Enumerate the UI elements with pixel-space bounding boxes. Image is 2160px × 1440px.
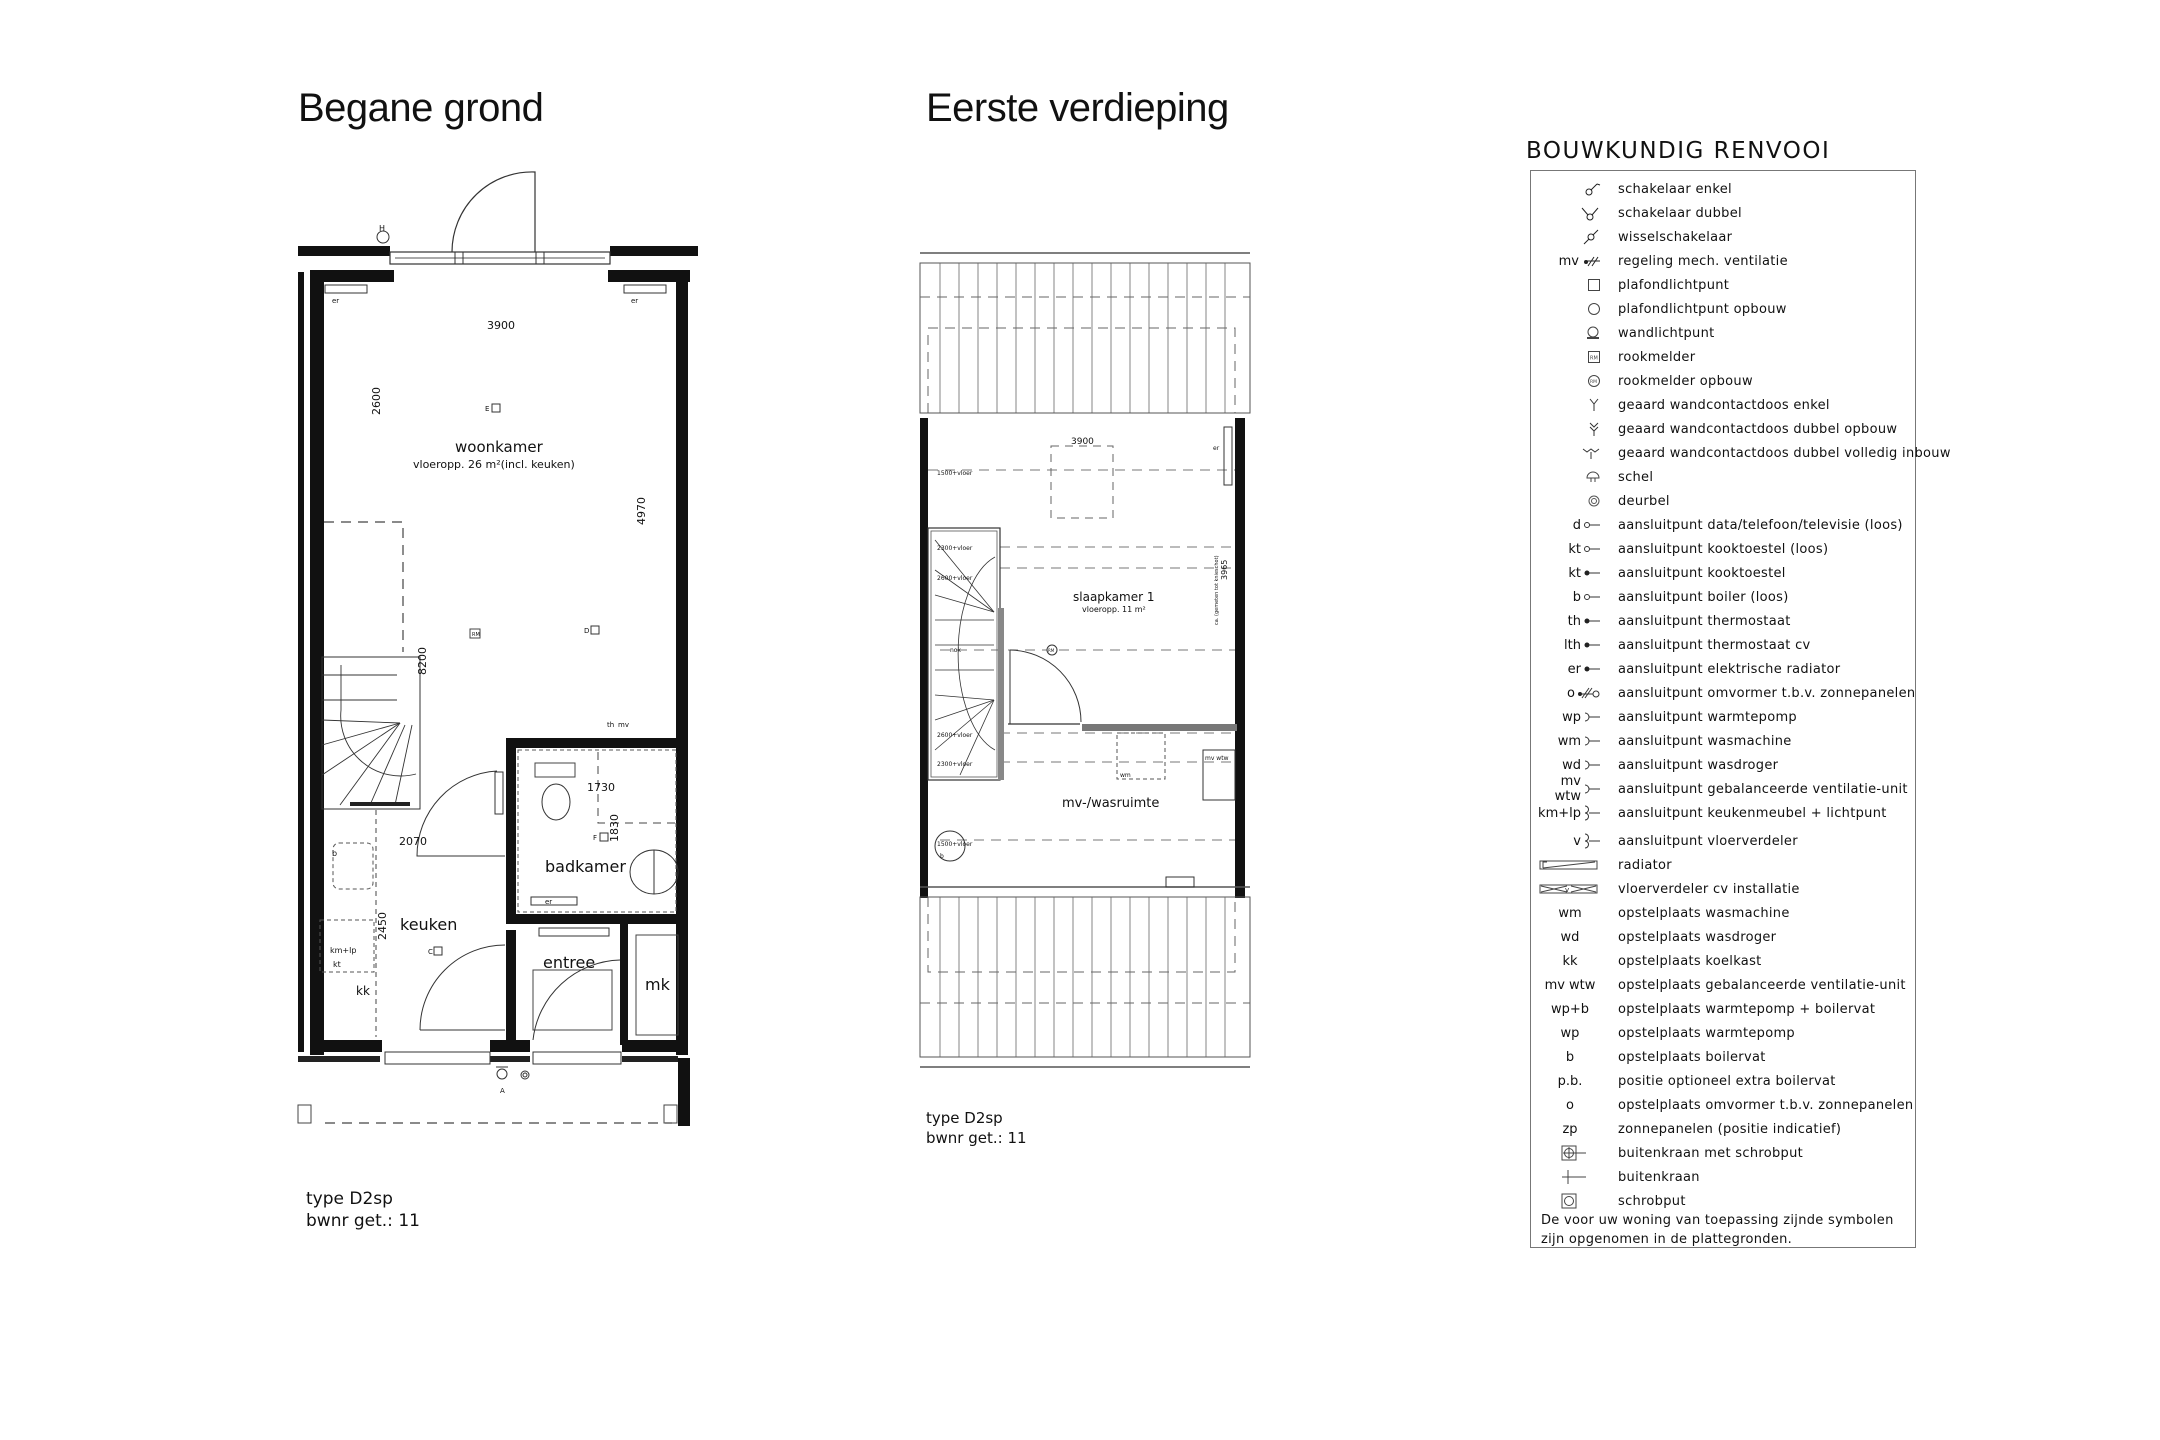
switch-double-glyph-icon: [1579, 205, 1601, 221]
legend-item: [1531, 633, 1915, 657]
legend-item: [1531, 925, 1915, 949]
svg-text:A: A: [500, 1087, 505, 1095]
legend-item: [1531, 801, 1915, 825]
legend-item: [1531, 345, 1915, 369]
first-floor-title: Eerste verdieping: [926, 86, 1229, 130]
appliance-connection-glyph-icon: [1583, 759, 1601, 771]
legend-label: opstelplaats boilervat: [1618, 1049, 1766, 1065]
legend-prefix: wd: [1562, 757, 1581, 773]
legend-code: [1531, 925, 1601, 949]
svg-text:1730: 1730: [587, 781, 615, 794]
legend-prefix: wp: [1560, 1025, 1580, 1041]
ceiling-light-surface-glyph-icon: [1587, 302, 1601, 316]
legend-prefix: mv wtw: [1544, 977, 1596, 993]
legend-item: [1531, 705, 1915, 729]
legend-label: aansluitpunt kooktoestel (loos): [1618, 541, 1829, 557]
svg-text:1830: 1830: [608, 814, 621, 842]
ground-floor-caption: [306, 1188, 420, 1232]
bell-glyph-icon: [1585, 470, 1601, 484]
legend-label: rookmelder opbouw: [1618, 373, 1753, 389]
legend-code: [1531, 949, 1601, 973]
door-swing-front: [452, 172, 535, 252]
svg-text:kk: kk: [356, 984, 370, 998]
legend-item: [1531, 774, 1915, 804]
doorbell-glyph-icon: [1587, 494, 1601, 508]
legend-item: [1531, 561, 1915, 585]
connection-open-glyph-icon: [1583, 520, 1601, 530]
legend-label: aansluitpunt elektrische radiator: [1618, 661, 1841, 677]
socket-double-flush-glyph-icon: [1581, 445, 1601, 461]
legend-item: [1531, 1189, 1915, 1213]
legend-code: [1531, 997, 1601, 1021]
legend-prefix: wp: [1562, 709, 1581, 725]
svg-text:kt: kt: [333, 960, 341, 969]
legend-item: [1531, 441, 1951, 465]
svg-text:nok: nok: [950, 647, 961, 654]
svg-text:th: th: [607, 721, 615, 729]
legend-label: aansluitpunt boiler (loos): [1618, 589, 1789, 605]
svg-text:km+lp: km+lp: [330, 946, 357, 955]
svg-text:1500+vloer: 1500+vloer: [937, 841, 973, 848]
legend-item: [1531, 1069, 1915, 1093]
floor-distributor-icon: [1531, 877, 1611, 901]
legend-item: [1531, 1093, 1915, 1117]
legend-item: [1531, 177, 1915, 201]
legend-item: [1531, 609, 1915, 633]
ground-floor-title: Begane grond: [298, 86, 544, 130]
radiator-glyph-icon: [1539, 859, 1599, 871]
legend-item: [1531, 829, 1915, 853]
socket-single-icon: [1531, 393, 1611, 417]
switch-two-way-glyph-icon: [1581, 228, 1601, 246]
room-entree: entree: [543, 953, 596, 972]
legend-title: BOUWKUNDIG RENVOOI: [1526, 138, 1831, 164]
legend-label: opstelplaats warmtepomp + boilervat: [1618, 1001, 1876, 1017]
legend-label: deurbel: [1618, 493, 1670, 509]
svg-text:3900: 3900: [1071, 437, 1094, 447]
smoke-detector-surface-glyph-icon: [1587, 374, 1601, 388]
drain-glyph-icon: [1561, 1193, 1587, 1209]
svg-text:2070: 2070: [399, 835, 427, 848]
legend-box: [1530, 170, 1951, 1248]
legend-label: aansluitpunt keukenmeubel + lichtpunt: [1618, 805, 1887, 821]
legend-prefix: b: [1565, 1049, 1575, 1065]
legend-note: De voor uw woning van toepassing zijnde symbolen zijn opgenomen in de plattegronden.: [1541, 1213, 1894, 1247]
legend-prefix: wp+b: [1550, 1001, 1590, 1017]
appliance-connection-double-glyph-icon: [1583, 833, 1601, 849]
legend-label: aansluitpunt kooktoestel: [1618, 565, 1786, 581]
legend-item: [1531, 321, 1915, 345]
legend-label: opstelplaats omvormer t.b.v. zonnepanelen: [1618, 1097, 1914, 1113]
legend-item: [1531, 273, 1915, 297]
legend-label: opstelplaats koelkast: [1618, 953, 1762, 969]
wall-light-icon: [1531, 321, 1611, 345]
legend-label: aansluitpunt data/telefoon/televisie (loos): [1618, 517, 1903, 533]
svg-text:2300+vloer: 2300+vloer: [937, 545, 973, 552]
legend-code: [1531, 1069, 1601, 1093]
connection-filled-icon: [1531, 609, 1611, 633]
socket-double-surface-icon: [1531, 417, 1611, 441]
legend-label: aansluitpunt vloerverdeler: [1618, 833, 1798, 849]
connection-filled-glyph-icon: [1583, 616, 1601, 626]
legend-prefix: er: [1567, 661, 1581, 677]
connection-filled-icon: [1531, 633, 1611, 657]
legend-prefix: o: [1566, 1097, 1574, 1113]
svg-text:er: er: [631, 297, 639, 305]
socket-single-glyph-icon: [1587, 397, 1601, 413]
legend-label: aansluitpunt warmtepomp: [1618, 709, 1797, 725]
room-slaapkamer-area: vloeropp. 11 m²: [1082, 605, 1146, 614]
legend-label: plafondlichtpunt: [1618, 277, 1730, 293]
bell-icon: [1531, 465, 1611, 489]
legend-prefix: kk: [1562, 953, 1578, 969]
legend-item: [1531, 201, 1915, 225]
first-floor-caption: [926, 1108, 1027, 1148]
legend-prefix: wm: [1558, 905, 1582, 921]
appliance-connection-glyph-icon: [1583, 783, 1601, 795]
appliance-connection-double-glyph-icon: [1583, 805, 1601, 821]
inverter-connection-glyph-icon: [1577, 686, 1601, 700]
svg-text:RM: RM: [1590, 355, 1598, 362]
legend-label: opstelplaats gebalanceerde ventilatie-unit: [1618, 977, 1906, 993]
svg-text:3900: 3900: [487, 319, 515, 332]
outdoor-tap-glyph-icon: [1561, 1169, 1587, 1185]
svg-text:3965: 3965: [1220, 559, 1229, 580]
room-badkamer: badkamer: [545, 857, 626, 876]
legend-label: rookmelder: [1618, 349, 1696, 365]
switch-two-way-icon: [1531, 225, 1611, 249]
svg-text:RM: RM: [472, 632, 480, 638]
legend-label: schel: [1618, 469, 1654, 485]
legend-prefix: o: [1567, 685, 1575, 701]
ceiling-light-surface-icon: [1531, 297, 1611, 321]
room-woonkamer: woonkamer: [455, 438, 543, 456]
legend-label: aansluitpunt thermostaat: [1618, 613, 1791, 629]
legend-prefix: th: [1567, 613, 1581, 629]
legend-item: [1531, 489, 1915, 513]
outdoor-tap-icon: [1531, 1165, 1611, 1189]
ventilation-control-glyph-icon: [1581, 254, 1601, 268]
legend-prefix: km+lp: [1538, 805, 1581, 821]
legend-item: [1531, 465, 1915, 489]
legend-prefix: zp: [1562, 1121, 1578, 1137]
svg-text:er: er: [332, 297, 340, 305]
legend-item: [1531, 853, 1915, 877]
room-woonkamer-area: vloeropp. 26 m²(incl. keuken): [413, 458, 575, 471]
legend-item: [1531, 393, 1915, 417]
appliance-connection-icon: [1531, 774, 1611, 804]
legend-item: [1531, 973, 1915, 997]
connection-open-glyph-icon: [1583, 544, 1601, 554]
legend-prefix: p.b.: [1557, 1073, 1583, 1089]
legend-label: plafondlichtpunt opbouw: [1618, 301, 1787, 317]
floor-distributor-glyph-icon: [1539, 883, 1599, 895]
legend-label: wandlichtpunt: [1618, 325, 1715, 341]
first-floor-plan: [915, 250, 1265, 1090]
room-keuken: keuken: [400, 915, 458, 934]
connection-filled-glyph-icon: [1583, 640, 1601, 650]
legend-label: geaard wandcontactdoos enkel: [1618, 397, 1830, 413]
room-mk: mk: [645, 975, 670, 994]
svg-text:b: b: [940, 853, 944, 860]
legend-item: [1531, 877, 1915, 901]
switch-single-glyph-icon: [1581, 181, 1601, 197]
connection-open-icon: [1531, 513, 1611, 537]
tap-with-drain-glyph-icon: [1561, 1145, 1587, 1161]
legend-prefix: b: [1572, 589, 1581, 605]
legend-prefix: d: [1572, 517, 1581, 533]
legend-code: [1531, 1021, 1601, 1045]
svg-text:b: b: [332, 849, 338, 858]
legend-prefix: kt: [1568, 541, 1581, 557]
legend-label: aansluitpunt wasdroger: [1618, 757, 1779, 773]
appliance-connection-double-icon: [1531, 829, 1611, 853]
smoke-detector-surface-icon: [1531, 369, 1611, 393]
legend-prefix: lth: [1564, 637, 1581, 653]
legend-prefix: kt: [1568, 565, 1581, 581]
svg-text:wm: wm: [1120, 772, 1131, 779]
svg-text:ca. (gemeten tot knieschot): ca. (gemeten tot knieschot): [1214, 555, 1220, 625]
legend-label: aansluitpunt omvormer t.b.v. zonnepanelen: [1618, 685, 1916, 701]
legend-item: [1531, 1045, 1915, 1069]
svg-text:mv: mv: [618, 721, 629, 729]
legend-code: [1531, 1045, 1601, 1069]
switch-double-icon: [1531, 201, 1611, 225]
appliance-connection-glyph-icon: [1583, 735, 1601, 747]
connection-filled-glyph-icon: [1583, 664, 1601, 674]
tap-with-drain-icon: [1531, 1141, 1611, 1165]
legend-label: aansluitpunt thermostaat cv: [1618, 637, 1811, 653]
first-floor-bwnr: bwnr get.: 11: [926, 1129, 1027, 1147]
legend-item: [1531, 1117, 1915, 1141]
legend-item: [1531, 249, 1915, 273]
legend-label: regeling mech. ventilatie: [1618, 253, 1788, 269]
legend-label: opstelplaats wasdroger: [1618, 929, 1777, 945]
svg-text:RM: RM: [1048, 648, 1055, 653]
legend-item: [1531, 997, 1915, 1021]
legend-label: aansluitpunt gebalanceerde ventilatie-unit: [1618, 781, 1908, 797]
legend-item: [1531, 729, 1915, 753]
legend-prefix: mv wtw: [1554, 774, 1581, 804]
legend-item: [1531, 1141, 1915, 1165]
first-floor-type: type D2sp: [926, 1109, 1003, 1127]
legend-label: radiator: [1618, 857, 1672, 873]
appliance-connection-icon: [1531, 705, 1611, 729]
svg-text:v: v: [1565, 886, 1570, 894]
legend-label: schakelaar enkel: [1618, 181, 1732, 197]
legend-label: positie optioneel extra boilervat: [1618, 1073, 1836, 1089]
svg-text:RM: RM: [1590, 380, 1598, 385]
doorbell-icon: [1531, 489, 1611, 513]
svg-text:er: er: [545, 898, 553, 906]
connection-filled-icon: [1531, 657, 1611, 681]
legend-label: buitenkraan: [1618, 1169, 1700, 1185]
svg-text:mv wtw: mv wtw: [1205, 755, 1229, 762]
appliance-connection-glyph-icon: [1583, 711, 1601, 723]
svg-text:2600+vloer: 2600+vloer: [937, 575, 973, 582]
svg-text:er: er: [1213, 445, 1220, 452]
appliance-connection-icon: [1531, 729, 1611, 753]
legend-label: opstelplaats warmtepomp: [1618, 1025, 1795, 1041]
legend-label: schrobput: [1618, 1193, 1686, 1209]
legend-label: wisselschakelaar: [1618, 229, 1733, 245]
legend-label: vloerverdeler cv installatie: [1618, 881, 1800, 897]
legend-item: [1531, 753, 1915, 777]
legend-item: [1531, 513, 1915, 537]
socket-double-flush-icon: [1531, 441, 1611, 465]
ground-floor-bwnr: bwnr get.: 11: [306, 1211, 420, 1231]
svg-text:8200: 8200: [416, 647, 429, 675]
legend-code: [1531, 973, 1601, 997]
inverter-connection-icon: [1531, 681, 1611, 705]
appliance-connection-double-icon: [1531, 801, 1611, 825]
connection-open-icon: [1531, 537, 1611, 561]
legend-item: [1531, 901, 1915, 925]
legend-prefix: wd: [1560, 929, 1580, 945]
connection-filled-icon: [1531, 561, 1611, 585]
svg-text:F: F: [593, 834, 598, 842]
legend-label: zonnepanelen (positie indicatief): [1618, 1121, 1842, 1137]
svg-text:E: E: [485, 405, 490, 413]
legend-item: [1531, 585, 1915, 609]
room-wasruimte: mv-/wasruimte: [1062, 796, 1160, 811]
ground-floor-type: type D2sp: [306, 1189, 393, 1209]
ground-floor-plan: [290, 160, 730, 1170]
smoke-detector-icon: [1531, 345, 1611, 369]
connection-open-icon: [1531, 585, 1611, 609]
legend-prefix: wm: [1557, 733, 1581, 749]
drain-icon: [1531, 1189, 1611, 1213]
connection-open-glyph-icon: [1583, 592, 1601, 602]
legend-label: aansluitpunt wasmachine: [1618, 733, 1792, 749]
smoke-detector-glyph-icon: [1587, 350, 1601, 364]
legend-prefix: v: [1573, 833, 1581, 849]
switch-single-icon: [1531, 177, 1611, 201]
legend-code: [1531, 1093, 1601, 1117]
legend-item: [1531, 949, 1915, 973]
legend-prefix: mv: [1558, 253, 1579, 269]
svg-text:2450: 2450: [376, 912, 389, 940]
legend-item: [1531, 681, 1915, 705]
legend-code: [1531, 901, 1601, 925]
legend-item: [1531, 537, 1915, 561]
radiator-icon: [1531, 853, 1611, 877]
svg-text:2600+vloer: 2600+vloer: [937, 732, 973, 739]
legend-item: [1531, 297, 1915, 321]
legend-label: buitenkraan met schrobput: [1618, 1145, 1804, 1161]
legend-label: geaard wandcontactdoos dubbel opbouw: [1618, 421, 1898, 437]
connection-filled-glyph-icon: [1583, 568, 1601, 578]
svg-text:2600: 2600: [370, 387, 383, 415]
legend-item: [1531, 657, 1915, 681]
ventilation-control-icon: [1531, 249, 1611, 273]
legend-item: [1531, 1021, 1915, 1045]
legend-item: [1531, 417, 1915, 441]
legend-item: [1531, 225, 1915, 249]
svg-text:4970: 4970: [635, 497, 648, 525]
svg-text:C: C: [428, 948, 433, 956]
legend-label: schakelaar dubbel: [1618, 205, 1742, 221]
wall-light-glyph-icon: [1585, 325, 1601, 341]
svg-text:2300+vloer: 2300+vloer: [937, 761, 973, 768]
svg-text:D: D: [584, 627, 590, 635]
legend-item: [1531, 369, 1915, 393]
legend-code: [1531, 1117, 1601, 1141]
ceiling-light-icon: [1531, 273, 1611, 297]
legend-item: [1531, 1165, 1915, 1189]
svg-text:H: H: [379, 224, 386, 233]
socket-double-surface-glyph-icon: [1587, 421, 1601, 437]
room-slaapkamer: slaapkamer 1: [1073, 590, 1155, 604]
svg-text:1500+vloer: 1500+vloer: [937, 470, 973, 477]
ceiling-light-glyph-icon: [1587, 278, 1601, 292]
legend-label: opstelplaats wasmachine: [1618, 905, 1790, 921]
legend-label: geaard wandcontactdoos dubbel volledig inbouw: [1618, 445, 1951, 461]
